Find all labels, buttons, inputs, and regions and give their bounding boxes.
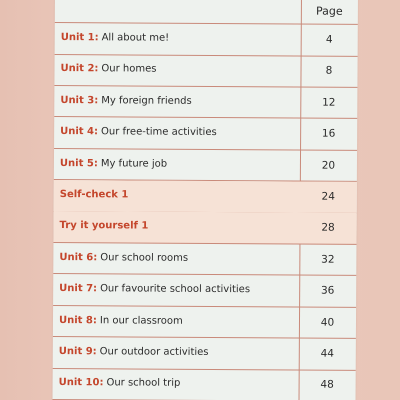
unit-name: Our school trip — [106, 377, 181, 390]
table-row — [54, 180, 357, 213]
row-title — [60, 117, 217, 148]
table-row — [53, 368, 356, 400]
page-number: 40 — [320, 316, 335, 329]
page-number: 32 — [321, 253, 335, 266]
row-title — [61, 23, 170, 54]
page-number: 8 — [325, 65, 333, 78]
unit-label: Unit 8: — [58, 314, 97, 326]
table-row — [53, 243, 356, 276]
unit-name: Our favourite school activities — [100, 283, 251, 296]
row-title — [60, 149, 167, 180]
unit-name: In our classroom — [99, 314, 183, 327]
row-title — [60, 54, 156, 85]
page-number: 48 — [320, 379, 334, 392]
unit-label: Unit 1: — [60, 32, 99, 44]
unit-label: Unit 4: — [60, 126, 99, 138]
row-title — [59, 306, 183, 337]
unit-name: All about me! — [101, 32, 170, 44]
contents-sheet — [52, 0, 358, 400]
unit-label: Unit 3: — [60, 94, 99, 107]
unit-name: Our homes — [101, 63, 157, 76]
row-title — [60, 86, 192, 117]
page-number: 20 — [321, 159, 336, 172]
unit-name: My future job — [100, 157, 168, 170]
page-number: 24 — [321, 190, 335, 203]
table-header — [55, 0, 358, 25]
unit-label: Unit 10: — [58, 377, 104, 389]
unit-name: Our free-time activities — [101, 126, 217, 139]
section-title: Self-check 1 — [59, 189, 129, 201]
table-row — [53, 306, 356, 339]
table-row — [54, 86, 357, 119]
table-row — [53, 211, 356, 244]
page-number: 4 — [325, 33, 333, 46]
unit-name: Our outdoor activities — [99, 346, 209, 358]
row-title — [59, 368, 181, 399]
table-row — [53, 274, 356, 307]
unit-label: Unit 5: — [59, 157, 98, 169]
page-column-header: Page — [316, 4, 343, 18]
page-number: 28 — [321, 222, 335, 235]
row-title — [59, 243, 188, 274]
unit-name: My foreign friends — [101, 95, 192, 107]
row-title — [59, 337, 209, 368]
table-row — [55, 23, 358, 56]
unit-label: Unit 9: — [58, 346, 97, 358]
unit-label: Unit 6: — [59, 251, 98, 264]
table-row — [53, 337, 356, 370]
unit-label: Unit 7: — [59, 283, 98, 295]
unit-label: Unit 2: — [60, 63, 99, 75]
table-row — [54, 54, 357, 87]
table-row — [54, 149, 357, 182]
row-title — [59, 274, 250, 305]
table-row — [54, 117, 357, 150]
page-number: 44 — [320, 347, 335, 360]
page-number: 16 — [321, 127, 336, 140]
unit-name: Our school rooms — [100, 252, 189, 264]
section-title: Try it yourself 1 — [59, 220, 149, 232]
page-number: 12 — [322, 96, 336, 109]
page-number: 36 — [320, 284, 335, 297]
